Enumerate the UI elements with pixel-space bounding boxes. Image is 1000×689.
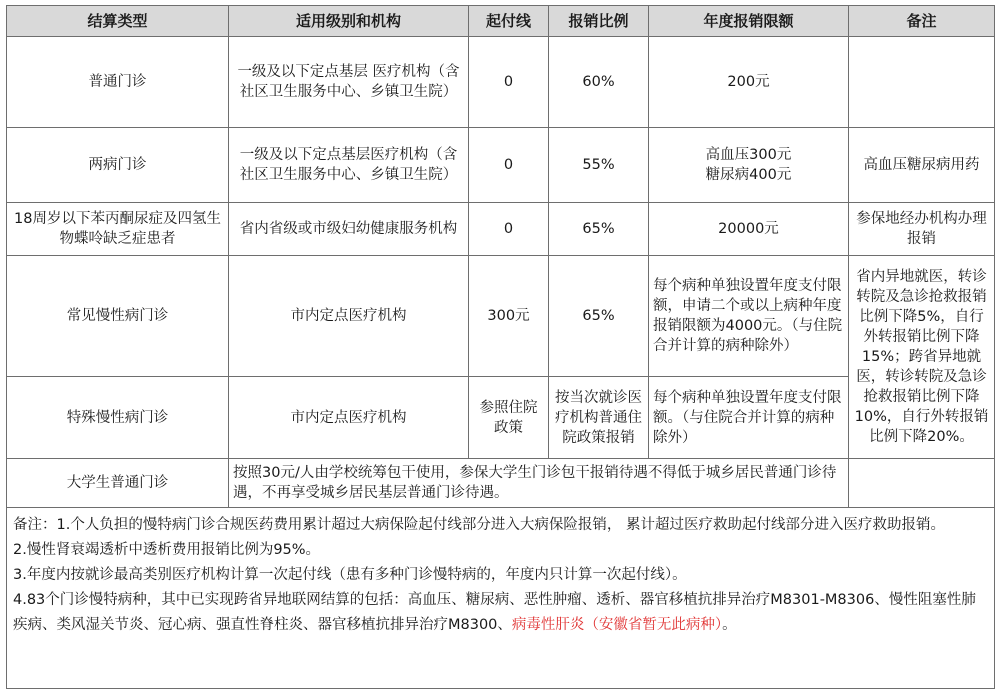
cell-institution: 市内定点医疗机构: [229, 377, 469, 459]
header-institution: 适用级别和机构: [229, 6, 469, 37]
cell-remark: 参保地经办机构办理报销: [849, 203, 995, 256]
cell-limit: 200元: [649, 37, 849, 128]
note-1: 备注：1.个人负担的慢特病门诊合规医药费用累计超过大病保险起付线部分进入大病保险报销， 累计超过医疗救助起付线部分进入医疗救助报销。: [13, 517, 945, 533]
table-row: [7, 377, 995, 459]
table-row: [7, 459, 995, 508]
header-deductible: 起付线: [469, 6, 549, 37]
limit-line: 糖尿病400元: [705, 167, 792, 183]
header-ratio: 报销比例: [549, 6, 649, 37]
table-row: [7, 203, 995, 256]
cell-type: 常见慢性病门诊: [7, 256, 229, 377]
notes-row: [7, 508, 995, 689]
note-4-text: 4.83个门诊慢特病种，其中已实现跨省异地联网结算的包括：高血压、糖尿病、恶性肿瘤、透析、器官移植抗排异治疗M8301-M8306、慢性阻塞性肺疾病、类风湿关节炎、冠心病、强直性脊柱炎、器官移植抗排异治疗M8300、: [13, 592, 976, 633]
note-4-highlight: 病毒性肝炎（安徽省暂无此病种）: [511, 617, 723, 633]
cell-ratio: 按当次就诊医疗机构普通住院政策报销: [549, 377, 649, 459]
note-4-end: 。: [722, 617, 737, 633]
header-remark: 备注: [849, 6, 995, 37]
notes-cell: [7, 508, 995, 689]
cell-type: 大学生普通门诊: [7, 459, 229, 508]
cell-ratio: 65%: [549, 256, 649, 377]
table-row: [7, 128, 995, 203]
cell-ratio: 60%: [549, 37, 649, 128]
cell-remark: [849, 37, 995, 128]
limit-line: 高血压300元: [705, 147, 792, 163]
cell-deductible: 0: [469, 128, 549, 203]
cell-chronic-remark: 省内异地就医，转诊转院及急诊抢救报销比例下降5%，自行外转报销比例下降15%；跨省异地就医，转诊转院及急诊抢救报销比例下降10%，自行外转报销比例下降20%。: [849, 256, 995, 459]
note-2: 2.慢性肾衰竭透析中透析费用报销比例为95%。: [13, 542, 321, 558]
cell-limit: [649, 128, 849, 203]
cell-type: 两病门诊: [7, 128, 229, 203]
note-3: 3.年度内按就诊最高类别医疗机构计算一次起付线（患有多种门诊慢特病的，年度内只计算一次起付线）。: [13, 567, 687, 583]
cell-ratio: 65%: [549, 203, 649, 256]
cell-deductible: 300元: [469, 256, 549, 377]
cell-type: 18周岁以下苯丙酮尿症及四氢生物蝶呤缺乏症患者: [7, 203, 229, 256]
reimbursement-table: [6, 5, 995, 689]
cell-institution: 省内省级或市级妇幼健康服务机构: [229, 203, 469, 256]
table-row: [7, 37, 995, 128]
cell-institution: 市内定点医疗机构: [229, 256, 469, 377]
cell-remark: [849, 459, 995, 508]
table-row: [7, 256, 995, 377]
cell-limit: 每个病种单独设置年度支付限额，申请二个或以上病种年度报销限额为4000元。（与住院合并计算的病种除外）: [649, 256, 849, 377]
cell-institution: 一级及以下定点基层医疗机构（含社区卫生服务中心、乡镇卫生院）: [229, 128, 469, 203]
cell-ratio: 55%: [549, 128, 649, 203]
cell-deductible: 0: [469, 37, 549, 128]
cell-type: 特殊慢性病门诊: [7, 377, 229, 459]
cell-limit: 每个病种单独设置年度支付限额。（与住院合并计算的病种除外）: [649, 377, 849, 459]
cell-deductible: 参照住院政策: [469, 377, 549, 459]
cell-limit: 20000元: [649, 203, 849, 256]
header-annual-limit: 年度报销限额: [649, 6, 849, 37]
cell-student-desc: 按照30元/人由学校统筹包干使用，参保大学生门诊包干报销待遇不得低于城乡居民普通门诊待遇，不再享受城乡居民基层普通门诊待遇。: [229, 459, 849, 508]
cell-type: 普通门诊: [7, 37, 229, 128]
cell-remark: 高血压糖尿病用药: [849, 128, 995, 203]
header-settlement-type: 结算类型: [7, 6, 229, 37]
cell-institution: 一级及以下定点基层 医疗机构（含社区卫生服务中心、乡镇卫生院）: [229, 37, 469, 128]
cell-deductible: 0: [469, 203, 549, 256]
note-4: [13, 588, 988, 638]
header-row: [7, 6, 995, 37]
